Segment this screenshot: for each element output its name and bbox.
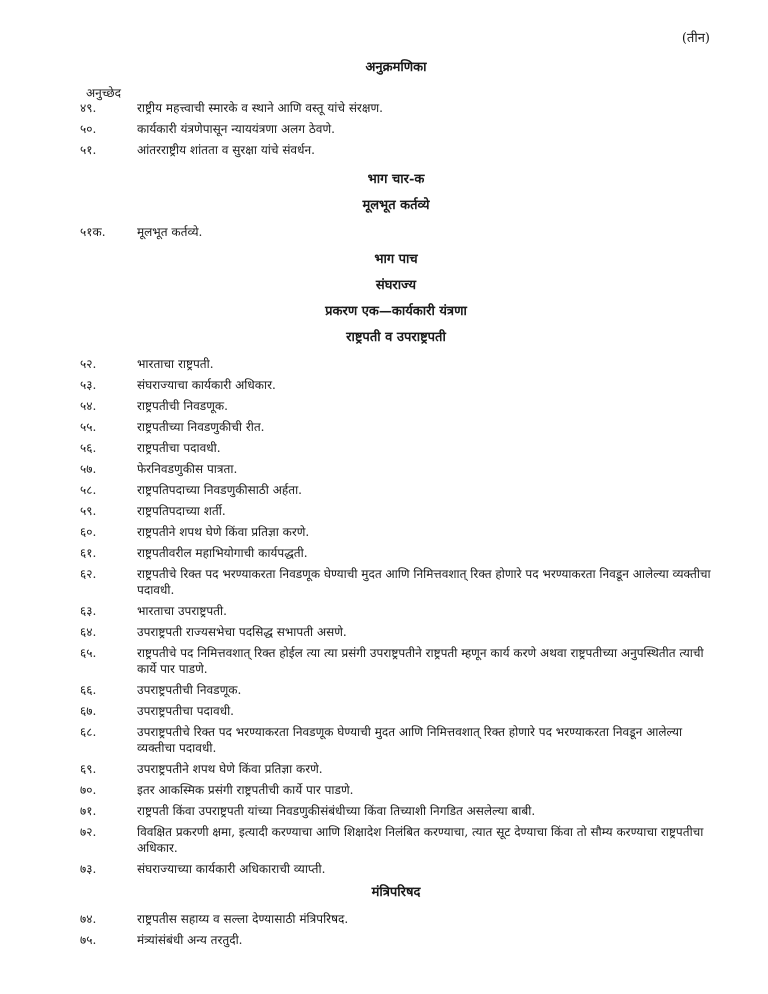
article-title: राष्ट्रपतीने शपथ घेणे किंवा प्रतिज्ञा करणे. bbox=[137, 525, 310, 539]
section-heading: भाग पाच bbox=[374, 252, 418, 267]
article-title: राष्ट्रपतीवरील महाभियोगाची कार्यपद्धती. bbox=[137, 546, 308, 560]
article-number: ५८. bbox=[80, 483, 97, 497]
article-entry bbox=[80, 461, 712, 477]
contents-list bbox=[80, 100, 712, 948]
article-title: संघराज्याच्या कार्यकारी अधिकाराची व्याप्ती. bbox=[137, 862, 326, 876]
article-title: भारताचा उपराष्ट्रपती. bbox=[137, 604, 227, 618]
article-number: ५५. bbox=[80, 420, 97, 434]
article-number: ५०. bbox=[80, 122, 97, 136]
article-entry bbox=[80, 603, 712, 619]
article-title: विवक्षित प्रकरणी क्षमा, इत्यादी करण्याचा आणि शिक्षादेश निलंबित करण्याचा, त्यात सूट देण्याचा किंवा तो सौम्य करण्याचा राष्ट्रपतीचा अधिकार. bbox=[137, 825, 704, 855]
article-number: ६२. bbox=[80, 567, 97, 581]
article-number: ७०. bbox=[80, 783, 97, 797]
article-number: ६९. bbox=[80, 762, 97, 776]
section-heading: राष्ट्रपती व उपराष्ट्रपती bbox=[346, 330, 446, 345]
article-number: ६४. bbox=[80, 625, 97, 639]
article-title: राष्ट्रपतीचे रिक्त पद भरण्याकरता निवडणूक घेण्याची मुदत आणि निमित्तवशात् रिक्त होणारे पद भरण्याकरता निवडून आलेल्या व्यक्तीचा पदावधी. bbox=[137, 567, 711, 597]
article-entry bbox=[80, 724, 712, 756]
article-entry bbox=[80, 100, 712, 116]
article-title: भारताचा राष्ट्रपती. bbox=[137, 357, 214, 371]
column-label: अनुच्छेद bbox=[86, 86, 122, 100]
article-number: ५३. bbox=[80, 378, 97, 392]
article-number: ७४. bbox=[80, 912, 97, 926]
article-number: ५९. bbox=[80, 504, 97, 518]
article-number: ६८. bbox=[80, 725, 97, 739]
article-title: राष्ट्रीय महत्त्वाची स्मारके व स्थाने आणि वस्तू यांचे संरक्षण. bbox=[137, 101, 383, 115]
article-title: मंत्र्यांसंबंधी अन्य तरतुदी. bbox=[137, 933, 243, 947]
article-title: उपराष्ट्रपती राज्यसभेचा पदसिद्ध सभापती असणे. bbox=[137, 625, 347, 639]
article-entry bbox=[80, 911, 712, 927]
article-number: ७२. bbox=[80, 825, 97, 839]
article-entry bbox=[80, 645, 712, 677]
article-title: उपराष्ट्रपतीची निवडणूक. bbox=[137, 683, 242, 697]
section-heading: मूलभूत कर्तव्ये bbox=[362, 198, 430, 213]
article-title: राष्ट्रपतिपदाच्या निवडणुकीसाठी अर्हता. bbox=[137, 483, 302, 497]
article-entry bbox=[80, 377, 712, 393]
article-title: राष्ट्रपतीचा पदावधी. bbox=[137, 441, 221, 455]
article-entry bbox=[80, 861, 712, 877]
article-number: ६३. bbox=[80, 604, 97, 618]
article-number: ७५. bbox=[80, 933, 97, 947]
article-title: राष्ट्रपतीची निवडणूक. bbox=[137, 399, 228, 413]
article-entry bbox=[80, 824, 712, 856]
article-title: उपराष्ट्रपतीचा पदावधी. bbox=[137, 704, 234, 718]
section-heading: संघराज्य bbox=[375, 278, 417, 293]
article-entry bbox=[80, 524, 712, 540]
article-entry bbox=[80, 545, 712, 561]
article-entry bbox=[80, 121, 712, 137]
article-entry bbox=[80, 356, 712, 372]
article-number: ५४. bbox=[80, 399, 97, 413]
page-title: अनुक्रमणिका bbox=[365, 60, 427, 75]
article-entry bbox=[80, 803, 712, 819]
article-title: राष्ट्रपतीचे पद निमित्तवशात् रिक्त होईल त्या त्या प्रसंगी उपराष्ट्रपतीने राष्ट्रपती म्हणून कार्य करणे अथवा राष्ट्रपतीच्या अनुपस्थितीत त्याची कार्ये पार पाडणे. bbox=[137, 646, 704, 676]
article-entry bbox=[80, 419, 712, 435]
article-number: ७१. bbox=[80, 804, 97, 818]
section-heading: मंत्रिपरिषद bbox=[371, 885, 421, 900]
table-of-contents bbox=[80, 60, 712, 953]
article-entry bbox=[80, 782, 712, 798]
page-number: (तीन) bbox=[681, 31, 710, 46]
article-number: ७३. bbox=[80, 862, 97, 876]
article-entry bbox=[80, 624, 712, 640]
article-number: ५७. bbox=[80, 462, 97, 476]
article-entry bbox=[80, 682, 712, 698]
section-heading: प्रकरण एक—कार्यकारी यंत्रणा bbox=[325, 304, 467, 319]
article-number: ५१क. bbox=[80, 225, 106, 239]
article-entry bbox=[80, 566, 712, 598]
article-entry bbox=[80, 142, 712, 158]
article-entry bbox=[80, 482, 712, 498]
article-entry bbox=[80, 224, 712, 240]
article-title: इतर आकस्मिक प्रसंगी राष्ट्रपतीची कार्ये पार पाडणे. bbox=[137, 783, 354, 797]
article-number: ५६. bbox=[80, 441, 97, 455]
section-heading: भाग चार-क bbox=[367, 172, 425, 187]
article-title: कार्यकारी यंत्रणेपासून न्याययंत्रणा अलग ठेवणे. bbox=[137, 122, 335, 136]
article-number: ६७. bbox=[80, 704, 97, 718]
article-number: ६५. bbox=[80, 646, 97, 660]
article-title: राष्ट्रपतिपदाच्या शर्ती. bbox=[137, 504, 226, 518]
article-number: ६१. bbox=[80, 546, 97, 560]
article-title: मूलभूत कर्तव्ये. bbox=[137, 225, 203, 239]
article-number: ६०. bbox=[80, 525, 97, 539]
article-number: ४९. bbox=[80, 101, 97, 115]
article-entry bbox=[80, 761, 712, 777]
article-entry bbox=[80, 703, 712, 719]
article-entry bbox=[80, 503, 712, 519]
article-title: उपराष्ट्रपतीचे रिक्त पद भरण्याकरता निवडणूक घेण्याची मुदत आणि निमित्तवशात् रिक्त होणारे पद भरण्याकरता निवडून आलेल्या व्यक्तीचा पदावधी. bbox=[137, 725, 683, 755]
article-entry bbox=[80, 440, 712, 456]
article-title: आंतरराष्ट्रीय शांतता व सुरक्षा यांचे संवर्धन. bbox=[137, 143, 315, 157]
article-entry bbox=[80, 398, 712, 414]
article-number: ५२. bbox=[80, 357, 97, 371]
article-title: उपराष्ट्रपतीने शपथ घेणे किंवा प्रतिज्ञा करणे. bbox=[137, 762, 323, 776]
article-number: ५१. bbox=[80, 143, 97, 157]
article-title: राष्ट्रपतीच्या निवडणुकीची रीत. bbox=[137, 420, 265, 434]
article-title: राष्ट्रपतीस सहाय्य व सल्ला देण्यासाठी मंत्रिपरिषद. bbox=[137, 912, 349, 926]
article-title: संघराज्याचा कार्यकारी अधिकार. bbox=[137, 378, 276, 392]
article-number: ६६. bbox=[80, 683, 97, 697]
article-title: राष्ट्रपती किंवा उपराष्ट्रपती यांच्या निवडणुकीसंबंधीच्या किंवा तिच्याशी निगडित असलेल्या बाबी. bbox=[137, 804, 536, 818]
article-entry bbox=[80, 932, 712, 948]
article-title: फेरनिवडणुकीस पात्रता. bbox=[137, 462, 238, 476]
